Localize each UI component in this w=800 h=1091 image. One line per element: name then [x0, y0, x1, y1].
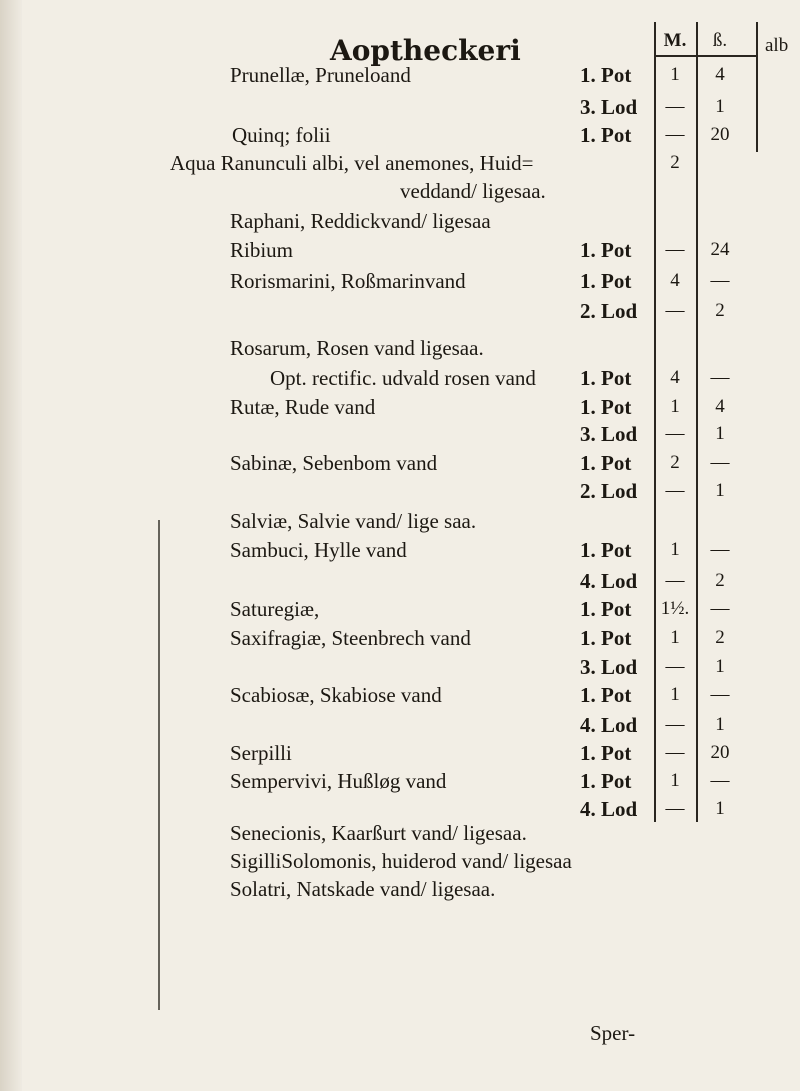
- entry-name: Rutæ, Rude vand: [230, 395, 376, 419]
- entry-quantity: 1. Pot: [580, 683, 632, 707]
- entry-quantity: 4. Lod: [580, 797, 638, 821]
- entry-quantity: 1. Pot: [580, 451, 632, 475]
- entry-shilling: 1: [715, 480, 725, 501]
- entry-quantity: 1. Pot: [580, 395, 632, 419]
- entry-shilling: 2: [715, 570, 725, 591]
- entry-shilling: —: [710, 539, 730, 560]
- entry-mark: 1: [670, 64, 680, 85]
- entry-mark: 2: [670, 452, 680, 473]
- entry-name: Serpilli: [230, 741, 292, 765]
- entry-mark: 1: [670, 627, 680, 648]
- entry-name: Rorismarini, Roßmarinvand: [230, 269, 466, 293]
- entry-quantity: 1. Pot: [580, 366, 632, 390]
- entry-quantity: 4. Lod: [580, 569, 638, 593]
- entry-name: Raphani, Reddickvand/ ligesaa: [230, 209, 491, 233]
- entry-quantity: 2. Lod: [580, 299, 638, 323]
- entry-mark: 1: [670, 684, 680, 705]
- entry-quantity: 3. Lod: [580, 655, 638, 679]
- entry-mark: —: [665, 714, 685, 735]
- entry-name: veddand/ ligesaa.: [400, 179, 546, 203]
- entry-quantity: 1. Pot: [580, 741, 632, 765]
- page-gutter: [0, 0, 22, 1091]
- entry-shilling: —: [710, 598, 730, 619]
- entry-shilling: 4: [715, 396, 725, 417]
- entry-shilling: 4: [715, 64, 725, 85]
- entry-quantity: 3. Lod: [580, 422, 638, 446]
- entry-mark: —: [665, 742, 685, 763]
- entry-shilling: 20: [710, 124, 730, 145]
- entry-shilling: 1: [715, 656, 725, 677]
- entry-name: Rosarum, Rosen vand ligesaa.: [230, 336, 484, 360]
- column-rule-right: [756, 22, 758, 152]
- entry-name: Opt. rectific. udvald rosen vand: [270, 366, 536, 390]
- entry-shilling: 1: [715, 798, 725, 819]
- header-rule: [654, 55, 756, 57]
- entry-quantity: 1. Pot: [580, 123, 632, 147]
- entry-name: Sabinæ, Sebenbom vand: [230, 451, 438, 475]
- entry-name: Saxifragiæ, Steenbrech vand: [230, 626, 471, 650]
- entry-shilling: 2: [715, 627, 725, 648]
- page-title: Aoptheckeri: [330, 34, 521, 67]
- entry-name: Solatri, Natskade vand/ ligesaa.: [230, 877, 496, 901]
- entry-name: Ribium: [230, 238, 294, 262]
- entry-quantity: 2. Lod: [580, 479, 638, 503]
- entry-mark: —: [665, 480, 685, 501]
- entry-quantity: 3. Lod: [580, 95, 638, 119]
- entry-name: Aqua Ranunculi albi, vel anemones, Huid=: [170, 151, 534, 175]
- entry-mark: 4: [670, 367, 680, 388]
- entry-mark: 1: [670, 539, 680, 560]
- column-rule-left: [654, 22, 656, 822]
- entry-quantity: 1. Pot: [580, 269, 632, 293]
- entry-shilling: —: [710, 770, 730, 791]
- entry-name: Sempervivi, Hußløg vand: [230, 769, 447, 793]
- entry-mark: —: [665, 124, 685, 145]
- margin-rule: [158, 520, 160, 1010]
- entry-shilling: 1: [715, 714, 725, 735]
- entry-quantity: 1. Pot: [580, 238, 632, 262]
- entry-quantity: 1. Pot: [580, 63, 632, 87]
- entry-shilling: 20: [710, 742, 730, 763]
- entry-mark: —: [665, 570, 685, 591]
- entry-quantity: 4. Lod: [580, 713, 638, 737]
- entry-quantity: 1. Pot: [580, 626, 632, 650]
- entry-name: Scabiosæ, Skabiose vand: [230, 683, 442, 707]
- column-rule-mid: [696, 22, 698, 822]
- entry-name: Saturegiæ,: [230, 597, 320, 621]
- entry-shilling: 2: [715, 300, 725, 321]
- entry-mark: 2: [670, 152, 680, 173]
- entry-quantity: 1. Pot: [580, 769, 632, 793]
- entry-name: Prunellæ, Pruneloand: [230, 63, 411, 87]
- entry-quantity: 1. Pot: [580, 538, 632, 562]
- entry-shilling: —: [710, 684, 730, 705]
- entry-mark: —: [665, 656, 685, 677]
- entry-mark: —: [665, 798, 685, 819]
- column-header-s: ß.: [712, 30, 728, 51]
- entry-mark: 1: [670, 396, 680, 417]
- entry-shilling: 1: [715, 96, 725, 117]
- entry-name: SigilliSolomonis, huiderod vand/ ligesaa: [230, 849, 572, 873]
- catchword: Sper-: [590, 1021, 636, 1045]
- entry-shilling: —: [710, 367, 730, 388]
- entry-shilling: 1: [715, 423, 725, 444]
- entry-name: Quinq; folii: [232, 123, 331, 147]
- page-edge-text: alb: [765, 35, 789, 56]
- entry-mark: —: [665, 239, 685, 260]
- entry-mark: 1½.: [660, 598, 690, 619]
- entry-name: Sambuci, Hylle vand: [230, 538, 407, 562]
- entry-mark: —: [665, 300, 685, 321]
- entry-name: Senecionis, Kaarßurt vand/ ligesaa.: [230, 821, 527, 845]
- entry-shilling: —: [710, 270, 730, 291]
- entry-mark: 4: [670, 270, 680, 291]
- entry-mark: —: [665, 96, 685, 117]
- entry-mark: 1: [670, 770, 680, 791]
- entry-shilling: 24: [710, 239, 730, 260]
- entry-quantity: 1. Pot: [580, 597, 632, 621]
- entry-mark: —: [665, 423, 685, 444]
- column-header-m: M.: [663, 30, 687, 51]
- entry-shilling: —: [710, 452, 730, 473]
- entry-name: Salviæ, Salvie vand/ lige saa.: [230, 509, 477, 533]
